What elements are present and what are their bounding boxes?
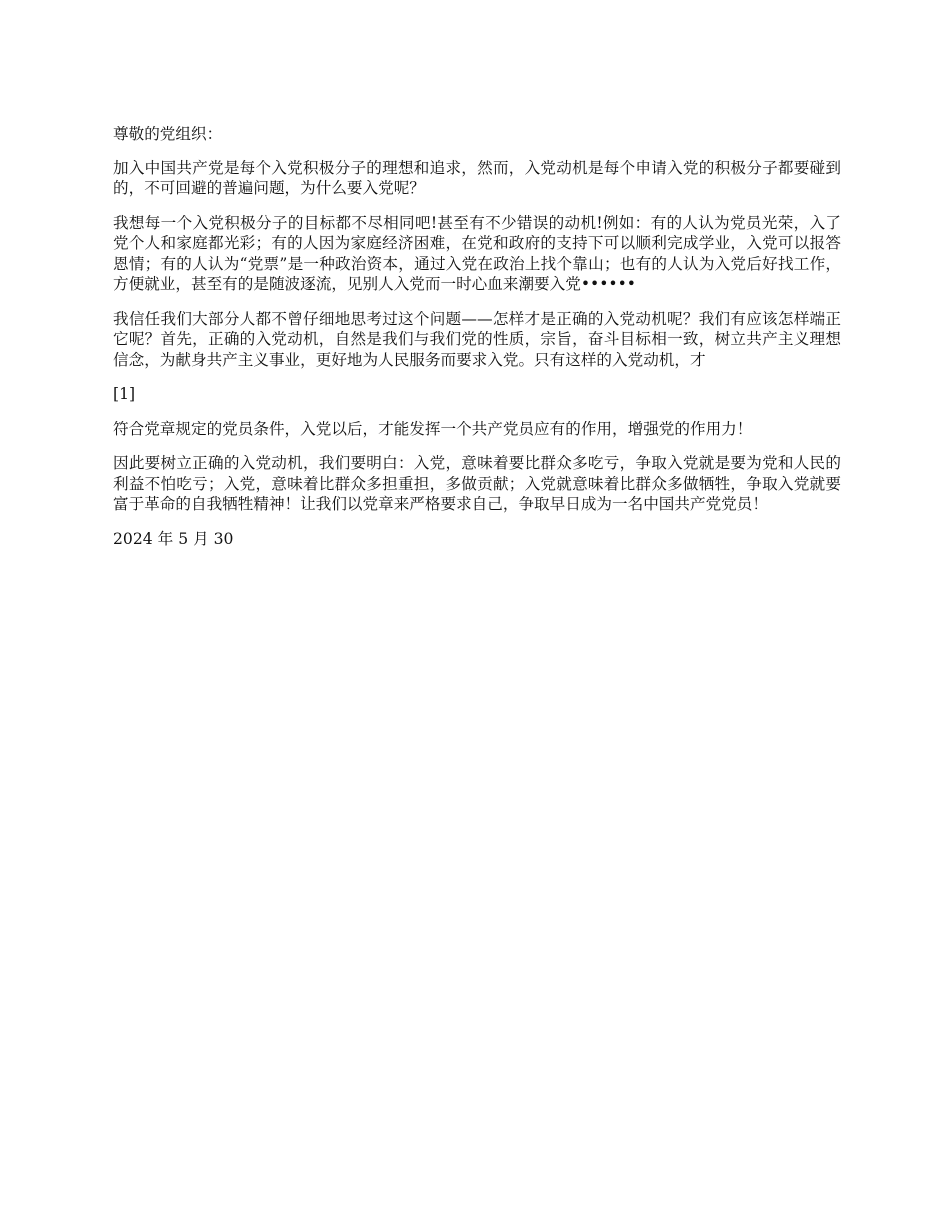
paragraph-intro: 加入中国共产党是每个入党积极分子的理想和追求，然而，入党动机是每个申请入党的积极分子都要碰到的，不可回避的普遍问题，为什么要入党呢？ (113, 158, 841, 197)
letter-date: 2024 年 5 月 30 (113, 529, 234, 548)
salutation: 尊敬的党组织： (113, 125, 223, 143)
paragraph-conclusion: 因此要树立正确的入党动机，我们要明白：入党，意味着要比群众多吃亏，争取入党就是要为党和人民的利益不怕吃亏；入党，意味着比群众多担重担，多做贡献；入党就意味着比群众多做牺牲，争取入党就要富于革命的自我牺牲精神！让我们以党章来严格要求自己，争取早日成为一名中国共产党党员！ (113, 454, 841, 513)
paragraph-wrong-motives: 我想每一个入党积极分子的目标都不尽相同吧!甚至有不少错误的动机!例如：有的人认为党员光荣，入了党个人和家庭都光彩；有的人因为家庭经济困难，在党和政府的支持下可以顺利完成学业，入党可以报答恩情；有的人认为“党票”是一种政治资本，通过入党在政治上找个靠山；也有的人认为入党后好找工作，方便就业，甚至有的是随波逐流，见别人入党而一时心血来潮要入党•••••• (113, 213, 841, 293)
paragraph-correct-motive: 我信任我们大部分人都不曾仔细地思考过这个问题——怎样才是正确的入党动机呢？我们有应该怎样端正它呢？首先，正确的入党动机，自然是我们与我们党的性质，宗旨，奋斗目标相一致，树立共产主义理想信念，为献身共产主义事业，更好地为人民服务而要求入党。只有这样的入党动机，才 (113, 309, 841, 369)
document-page (113, 124, 841, 563)
paragraph-party-conditions: 符合党章规定的党员条件，入党以后，才能发挥一个共产党员应有的作用，增强党的作用力！ (113, 419, 753, 438)
footnote-marker: [1] (113, 385, 136, 403)
